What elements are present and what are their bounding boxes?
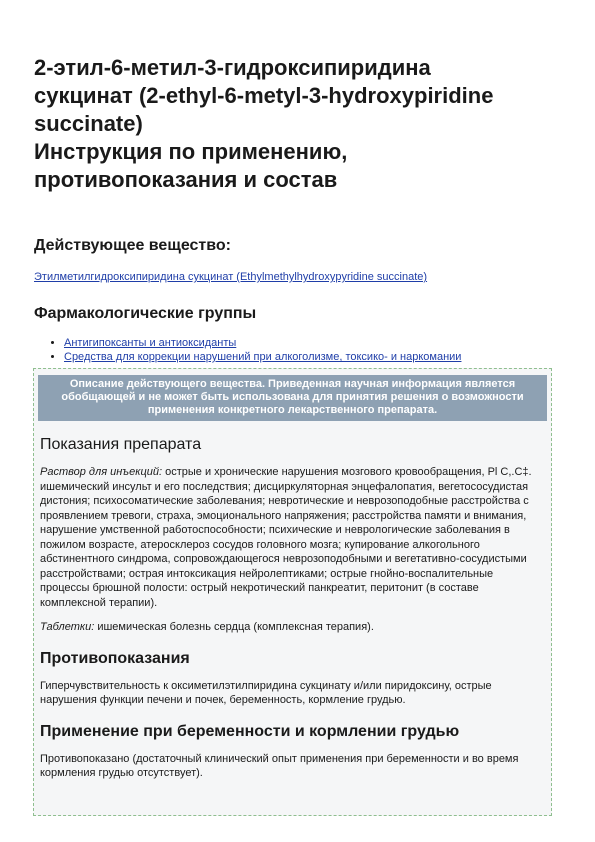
pregnancy-heading: Применение при беременности и кормлении грудью [40, 722, 460, 740]
injection-text: острые и хронические нарушения мозгового кровообращения, Pl C,.C‡. ишемический инсульт и его последствия; дисциркуляторная энцефалопатия, вегетососудистая дистония; психосоматические заболевания; невротические и неврозоподобные расстройства с проявлением тревоги, страха, эмоционального напряжения; расстройства памяти и внимания, нарушение умственной работоспособности; психические и неврологические заболевания в пожилом возрасте, атеросклероз сосудов головного мозга; купирование алкогольного абстинентного синдрома, сопровождающегося неврозоподобными и вегетативно-сосудистыми расстройствами; острая интоксикация нейролептиками; острые гнойно-воспалительные процессы брюшной полости: острый некротический панкреатит, перитонит (в составе комплексной терапии). [40, 466, 532, 609]
pharm-group-link-2[interactable]: Средства для коррекции нарушений при алкоголизме, токсико- и наркомании [64, 351, 462, 363]
indications-tablets [40, 620, 543, 635]
pregnancy-text: Противопоказано (достаточный клинический опыт применения при беременности и во время кормления грудью отсутствует). [40, 752, 519, 779]
list-item [64, 336, 564, 350]
title-line-1: 2-этил-6-метил-3-гидроксипиридина [34, 55, 431, 80]
substance-description-box [33, 368, 552, 816]
description-content [34, 435, 551, 781]
indications-heading: Показания препарата [40, 436, 202, 453]
document-page [34, 54, 564, 364]
title-line-5: противопоказания и состав [34, 167, 338, 192]
indications-injection [40, 465, 543, 610]
pharm-groups-heading: Фармакологические группы [34, 305, 257, 322]
contraindications-text: Гиперчувствительность к оксиметилэтилпиридина сукцинату и/или пиридоксину, острые нарушения функции печени и почек, беременность, кормление грудью. [40, 679, 492, 706]
title-line-4: Инструкция по применению, [34, 139, 348, 164]
list-item [64, 350, 564, 364]
title-line-2: сукцинат (2-ethyl-6-metyl-3-hydroxypiridine [34, 83, 494, 108]
tablets-text: ишемическая болезнь сердца (комплексная терапия). [94, 621, 374, 633]
contraindications-heading: Противопоказания [40, 649, 190, 667]
pharm-groups-list [34, 336, 564, 364]
active-substance-heading: Действующее вещество: [34, 237, 231, 254]
tablets-label: Таблетки: [40, 621, 95, 633]
active-substance-link[interactable]: Этилметилгидроксипиридина сукцинат (Ethylmethylhydroxypyridine succinate) [34, 271, 428, 283]
injection-label: Раствор для инъекций: [40, 466, 163, 478]
active-substance-block [34, 270, 564, 284]
page-title [34, 54, 564, 194]
pharm-group-link-1[interactable]: Антигипоксанты и антиоксиданты [64, 337, 237, 349]
disclaimer-banner: Описание действующего вещества. Приведенная научная информация является обобщающей и не может быть использована для принятия решения о возможности применения конкретного лекарственного препарата. [38, 375, 547, 421]
title-line-3: succinate) [34, 111, 143, 136]
